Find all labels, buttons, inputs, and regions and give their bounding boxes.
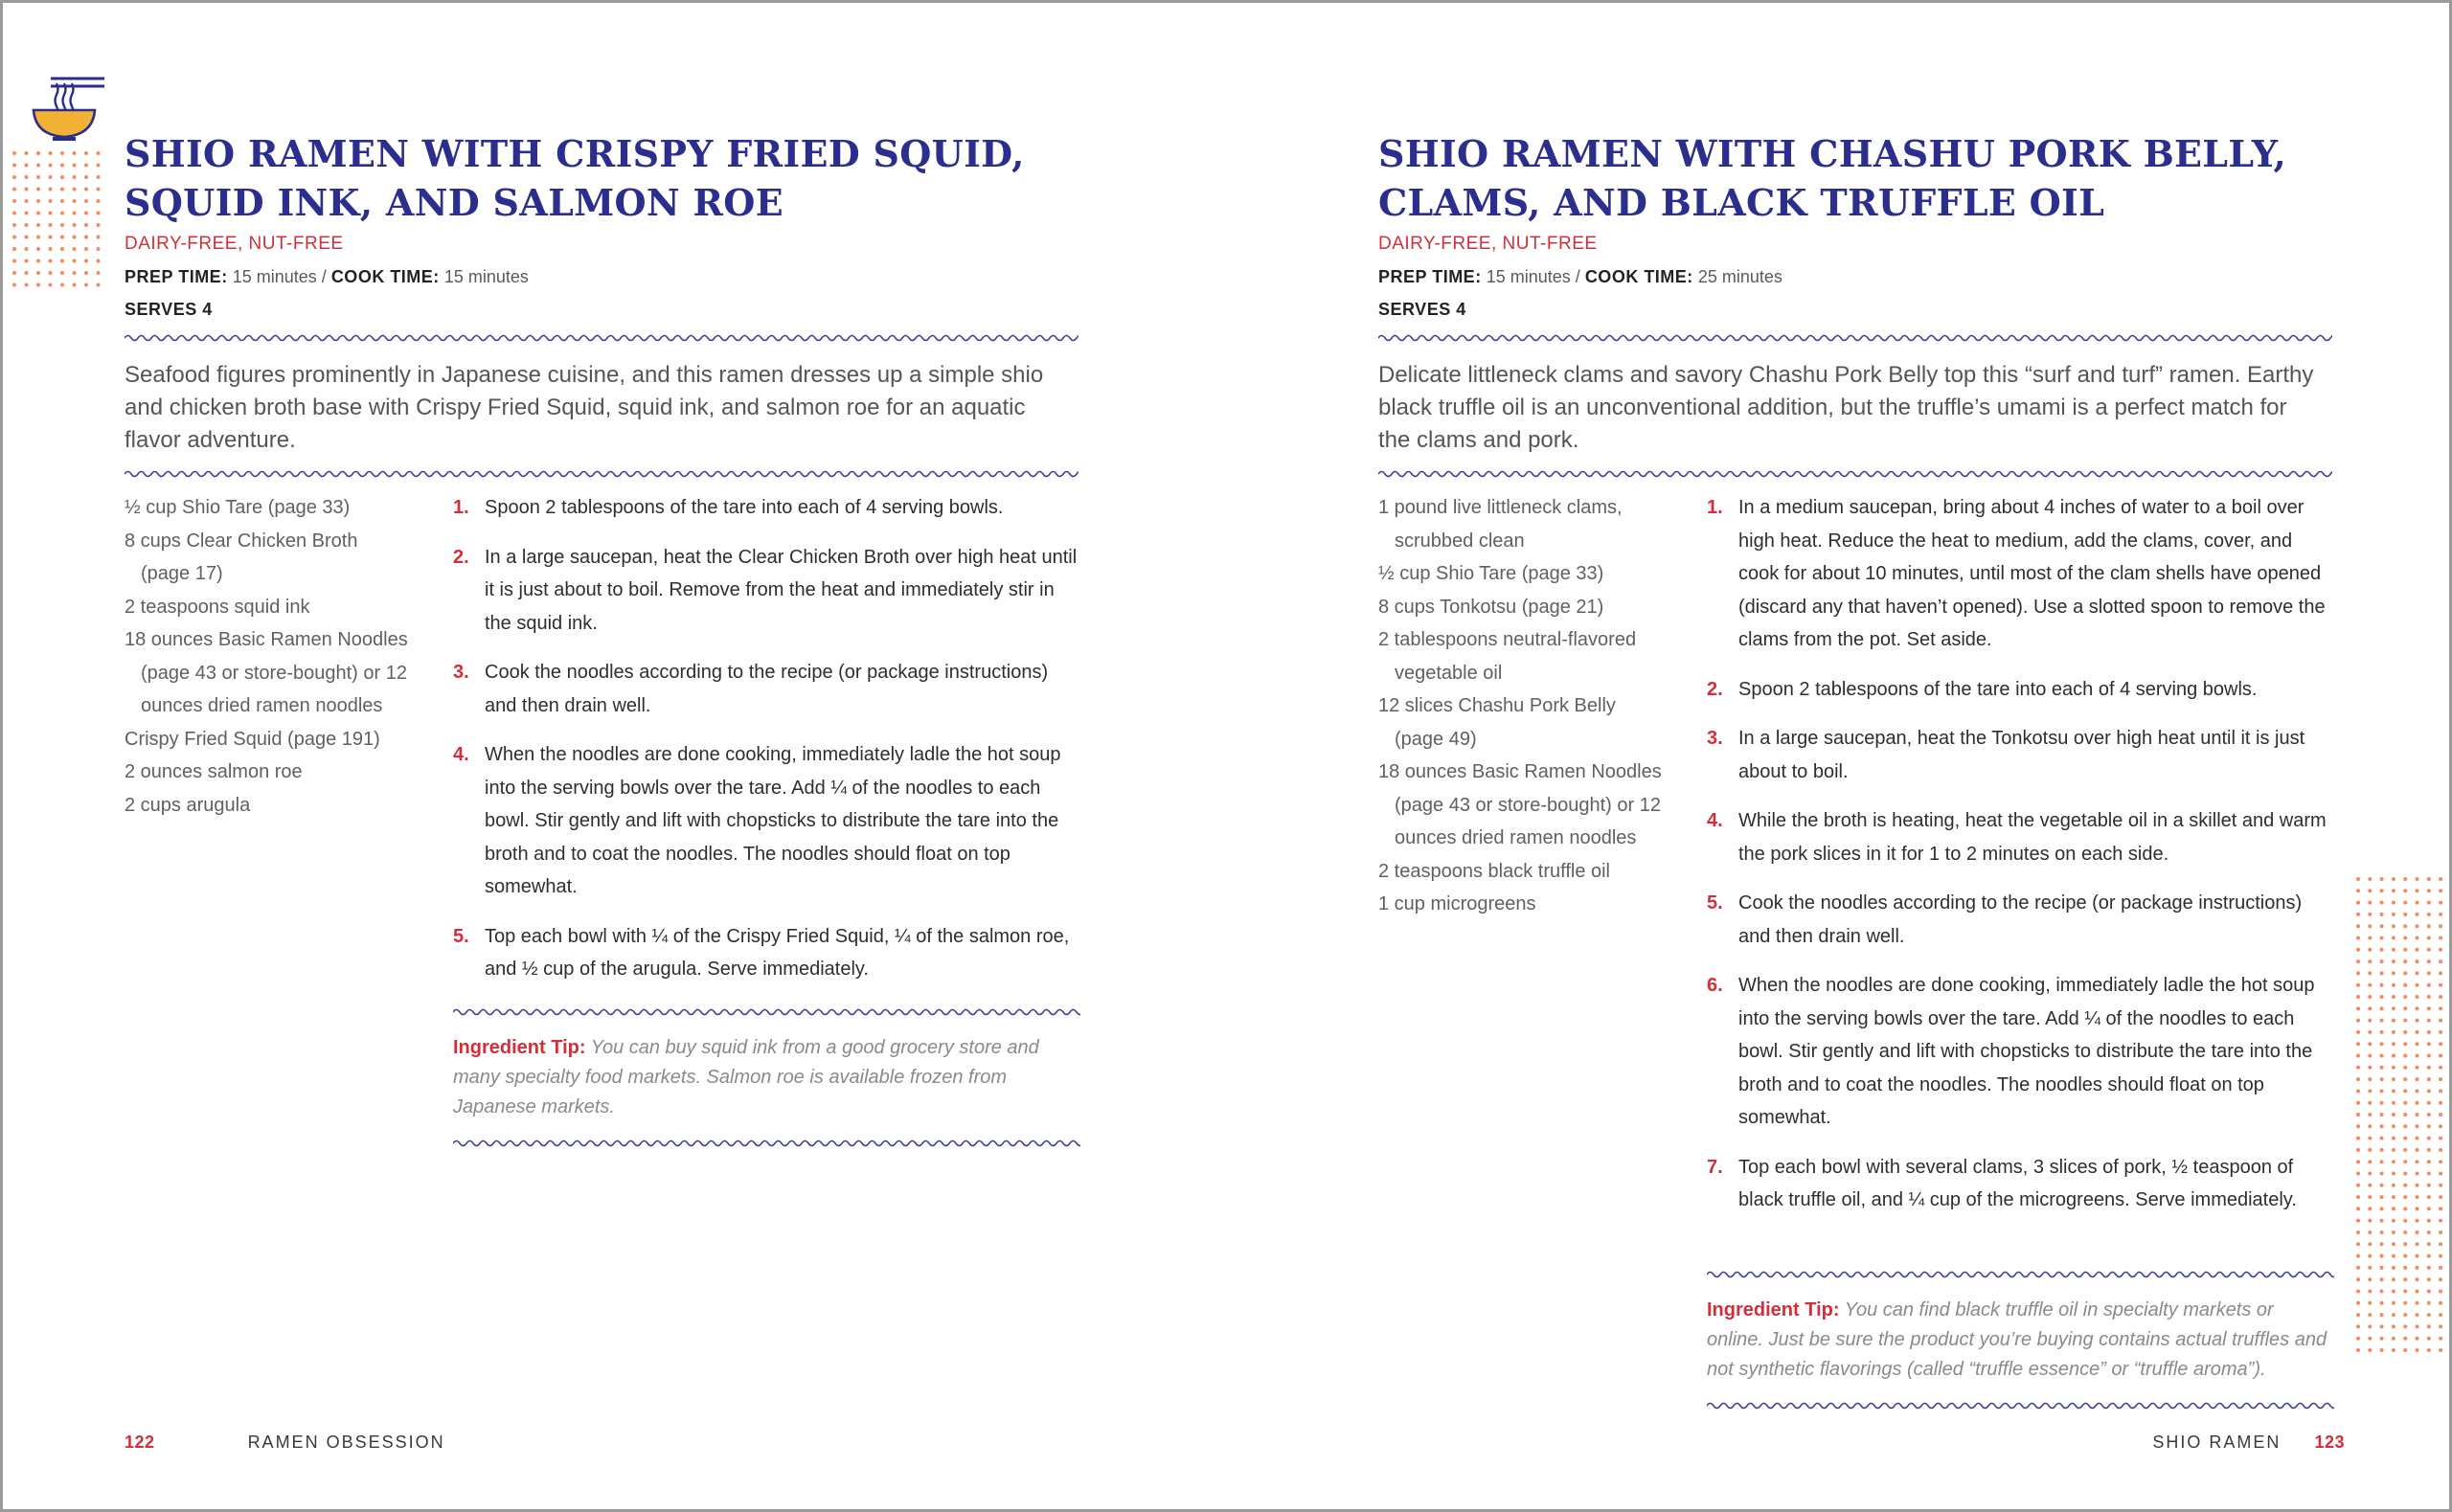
time-separator: / [1575, 267, 1580, 286]
step-text: In a large saucepan, heat the Tonkotsu over high heat until it is just about to boil. [1738, 728, 2305, 782]
ingredient-item: ½ cup Shio Tare (page 33) [125, 497, 351, 518]
ingredient-tip [453, 1006, 1080, 1149]
ingredient-item: 2 cups arugula [125, 794, 251, 816]
step-number: 1. [1707, 497, 1723, 518]
dot-pattern-right [2354, 875, 2450, 1360]
step-number: 2. [1707, 678, 1723, 700]
step-number: 2. [453, 546, 469, 568]
serves: SERVES 4 [125, 300, 213, 319]
step-item [453, 656, 1080, 722]
ingredient-item: 1 cup microgreens [1378, 893, 1536, 914]
tip-label: Ingredient Tip: [1707, 1299, 1840, 1320]
step-text: Top each bowl with several clams, 3 slices of pork, ½ teaspoon of black truffle oil, and ¼ cup of the microgreens. Serve immediately. [1738, 1156, 2297, 1210]
step-text: Spoon 2 tablespoons of the tare into each of 4 serving bowls. [485, 497, 1004, 518]
dot-pattern-left [11, 149, 106, 312]
diet-tags: DAIRY-FREE, NUT-FREE [125, 234, 344, 254]
ingredient-item: 2 ounces salmon roe [125, 761, 303, 782]
step-text: In a medium saucepan, bring about 4 inches of water to a boil over high heat. Reduce the heat to medium, add the clams, cover, and cook for about 10 minutes, until most of the clam shells have opened (discard any that haven’t opened). Use a slotted spoon to remove the clams from the pot. Set aside. [1738, 497, 2326, 650]
footer-left [125, 1433, 445, 1453]
step-number: 7. [1707, 1156, 1723, 1178]
tip-text [1707, 1296, 2334, 1385]
step-number: 6. [1707, 975, 1723, 996]
ingredient-item: 12 slices Chashu Pork Belly (page 49) [1378, 695, 1616, 750]
recipe-title-right [1378, 129, 2336, 227]
ingredient-item: 18 ounces Basic Ramen Noodles (page 43 or store-bought) or 12 ounces dried ramen noodles [1378, 761, 1662, 848]
ingredient-item: 8 cups Tonkotsu (page 21) [1378, 596, 1604, 618]
diet-tags: DAIRY-FREE, NUT-FREE [1378, 234, 1598, 254]
step-list [453, 491, 1080, 1003]
step-text: Cook the noodles according to the recipe (or package instructions) and then drain well. [1738, 892, 2303, 947]
step-item [453, 738, 1080, 904]
ingredient-item: 8 cups Clear Chicken Broth (page 17) [125, 530, 358, 584]
cook-value: 25 minutes [1697, 267, 1782, 286]
step-list [1707, 491, 2334, 1233]
tip-text [453, 1033, 1080, 1122]
ramen-bowl-icon [32, 74, 108, 143]
recipe-intro: Delicate littleneck clams and savory Chashu Pork Belly top this “surf and turf” ramen. Earthy black truffle oil is an unconventional addition, but the truffle’s umami is a perfect match for the clams and pork. [1378, 362, 2314, 453]
step-item [453, 541, 1080, 641]
wavy-divider [1707, 1269, 2334, 1280]
cook-label: COOK TIME: [1584, 267, 1693, 286]
ingredient-item: ½ cup Shio Tare (page 33) [1378, 563, 1604, 584]
step-item [1707, 673, 2334, 707]
recipe-title-left [125, 129, 1082, 227]
tip-label: Ingredient Tip: [453, 1037, 586, 1058]
prep-cook-times [1378, 265, 2336, 288]
wavy-divider [1378, 332, 2332, 344]
title-line-1: SHIO RAMEN WITH CHASHU PORK BELLY, [1378, 132, 2286, 175]
step-text: Spoon 2 tablespoons of the tare into each of 4 serving bowls. [1738, 678, 2258, 700]
prep-cook-times [125, 265, 1082, 288]
step-text: Cook the noodles according to the recipe (or package instructions) and then drain well. [485, 662, 1049, 716]
prep-label: PREP TIME: [125, 267, 228, 286]
step-number: 1. [453, 497, 469, 518]
serves: SERVES 4 [1378, 300, 1466, 319]
step-number: 4. [1707, 810, 1723, 831]
cook-label: COOK TIME: [330, 267, 440, 286]
wavy-divider [1378, 468, 2332, 480]
step-text: Top each bowl with ¼ of the Crispy Fried Squid, ¼ of the salmon roe, and ½ cup of the arugula. Serve immediately. [485, 925, 1070, 980]
cook-value: 15 minutes [443, 267, 529, 286]
footer-right [2152, 1433, 2345, 1453]
step-text: While the broth is heating, heat the vegetable oil in a skillet and warm the pork slices in it for 1 to 2 minutes on each side. [1738, 810, 2327, 865]
title-line-1: SHIO RAMEN WITH CRISPY FRIED SQUID, [125, 132, 1025, 175]
page-number: 122 [125, 1433, 155, 1452]
ingredient-list [125, 491, 412, 822]
step-item [453, 920, 1080, 986]
ingredient-item: Crispy Fried Squid (page 191) [125, 728, 380, 750]
wavy-divider [453, 1138, 1080, 1149]
step-text: When the noodles are done cooking, immediately ladle the hot soup into the serving bowls over the tare. Add ¼ of the noodles to each bowl. Stir gently and lift with chopsticks to distribute the tare into the broth and to coat the noodles. The noodles should float on top somewhat. [1738, 975, 2315, 1128]
step-item [1707, 1151, 2334, 1217]
step-item [1707, 804, 2334, 870]
step-number: 3. [1707, 728, 1723, 749]
wavy-divider [125, 332, 1078, 344]
step-number: 5. [453, 925, 469, 947]
step-item [1707, 887, 2334, 953]
time-separator: / [321, 267, 327, 286]
left-page [125, 129, 1082, 1117]
step-number: 3. [453, 662, 469, 683]
ingredient-item: 2 tablespoons neutral-flavored vegetable oil [1378, 629, 1637, 684]
step-item [453, 491, 1080, 525]
recipe-intro: Seafood figures prominently in Japanese cuisine, and this ramen dresses up a simple shio and chicken broth base with Crispy Fried Squid, squid ink, and salmon roe for an aquatic flavor adventure. [125, 362, 1044, 453]
title-line-2: CLAMS, AND BLACK TRUFFLE OIL [1378, 181, 2105, 224]
ingredient-item: 18 ounces Basic Ramen Noodles (page 43 or store-bought) or 12 ounces dried ramen noodles [125, 629, 408, 716]
ingredient-item: 2 teaspoons black truffle oil [1378, 860, 1611, 882]
step-item [1707, 969, 2334, 1135]
wavy-divider [1707, 1400, 2334, 1411]
prep-value: 15 minutes [1486, 267, 1571, 286]
ingredient-item: 2 teaspoons squid ink [125, 596, 310, 618]
wavy-divider [453, 1006, 1080, 1018]
ingredient-item: 1 pound live littleneck clams, scrubbed clean [1378, 497, 1623, 552]
running-head: RAMEN OBSESSION [247, 1433, 445, 1452]
running-head: SHIO RAMEN [2152, 1433, 2282, 1452]
ingredient-tip [1707, 1269, 2334, 1411]
step-item [1707, 491, 2334, 657]
wavy-divider [125, 468, 1078, 480]
tip-body: You can buy squid ink from a good grocery store and many specialty food markets. Salmon roe is available frozen from Japanese markets. [453, 1037, 1039, 1117]
step-text: In a large saucepan, heat the Clear Chicken Broth over high heat until it is just about to boil. Remove from the heat and immediately stir in the squid ink. [485, 546, 1078, 634]
page-number: 123 [2314, 1433, 2345, 1452]
step-text: When the noodles are done cooking, immediately ladle the hot soup into the serving bowls over the tare. Add ¼ of the noodles to each bowl. Stir gently and lift with chopsticks to distribute the tare into the broth and to coat the noodles. The noodles should float on top somewhat. [485, 744, 1061, 897]
step-item [1707, 722, 2334, 788]
step-number: 4. [453, 744, 469, 765]
right-page [1378, 129, 2336, 1380]
prep-value: 15 minutes [232, 267, 317, 286]
title-line-2: SQUID INK, AND SALMON ROE [125, 181, 783, 224]
ingredient-list [1378, 491, 1666, 921]
step-number: 5. [1707, 892, 1723, 914]
tip-body: You can find black truffle oil in specialty markets or online. Just be sure the product you’re buying contains actual truffles and not synthetic flavorings (called “truffle essence” or “truffle aroma”). [1707, 1299, 2327, 1380]
prep-label: PREP TIME: [1378, 267, 1482, 286]
